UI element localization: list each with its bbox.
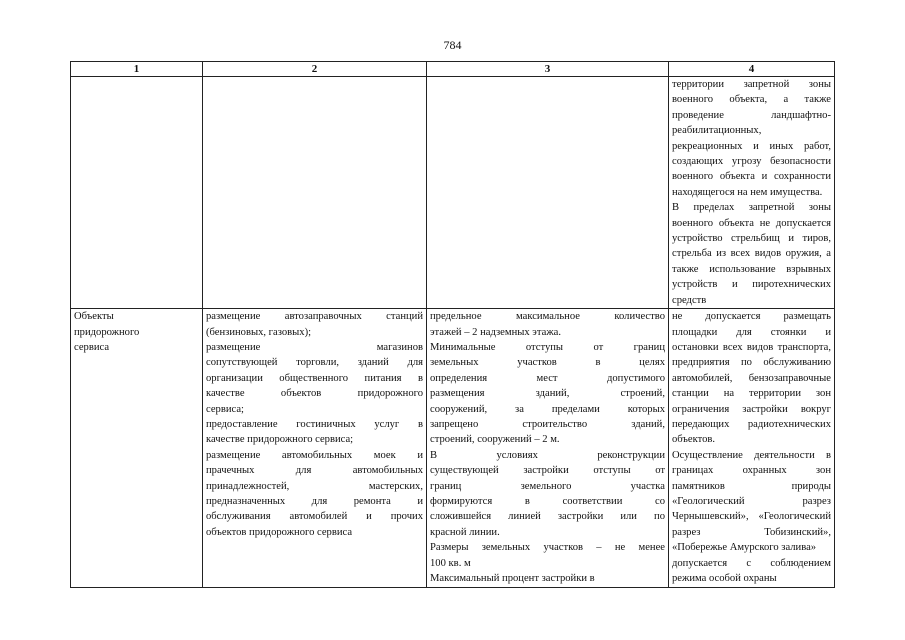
column-header-3: 3 [427,62,669,77]
text-line: размещение автомобильных моек и [206,449,423,461]
text-line: территории запретной зоны [672,79,831,90]
text-line: остановки всех видов транспорта, [672,341,831,353]
text-line: объектов. [672,434,716,446]
text-line: обслуживания автомобилей и прочих [206,511,423,523]
text-line: Размеры земельных участков – не менее [430,542,665,554]
text-line: также использование взрывных [672,263,831,275]
text-line: находящегося на нем имущества. [672,186,823,198]
text-line: сервиса [74,341,110,353]
building-parameters-text [430,309,665,586]
text-line: качестве объектов придорожного [206,388,423,400]
text-line: не допускается размещать [672,311,831,323]
text-line: Минимальные отступы от границ [430,341,665,353]
text-line: военного объекта и сохранности [672,171,831,183]
text-line: сервиса; [206,403,244,415]
text-line: Осуществление деятельности в [672,449,831,461]
column-header-1: 1 [71,62,203,77]
row2-col3-cell [427,309,669,588]
row2-col1-cell [71,309,203,588]
text-line: станции на территории зон [672,388,831,400]
text-line: предприятия по обслуживанию [672,357,831,369]
row2-col2-cell [203,309,427,588]
text-line: режима особой охраны [672,573,777,584]
text-line: строений, сооружений – 2 м. [430,434,560,446]
row1-col4-cell [669,77,835,309]
text-line: объектов придорожного сервиса [206,526,353,538]
page-number: 784 [443,38,462,52]
text-line: стрельба из всех видов оружия, а [672,248,831,260]
text-line: прачечных для автомобильных [206,465,423,477]
text-line: запрещено строительство зданий, [430,418,665,430]
text-line: средств [672,294,707,306]
text-line: размещения зданий, строений, [430,388,665,400]
text-line: устройство стрельбищ и тиров, [672,233,831,245]
text-line: реабилитационных, [672,125,762,137]
text-line: принадлежностей, мастерских, [206,480,423,492]
text-line: В пределах запретной зоны [672,202,831,214]
zone-restrictions-text [672,77,831,308]
text-line: этажей – 2 надземных этажа. [430,326,561,338]
text-line: 100 кв. м [430,557,471,569]
text-line: памятников природы [672,480,831,492]
text-line: передающих радиотехнических [672,418,831,430]
text-line: предоставление гостиничных услуг в [206,418,423,430]
text-line: проведение ландшафтно- [672,109,831,121]
row1-col3-cell [427,77,669,309]
column-header-4: 4 [669,62,835,77]
text-line: устройств и пиротехнических [672,279,831,291]
table-row [71,77,835,309]
row2-col4-cell [669,309,835,588]
regulations-table [70,61,835,588]
text-line: определения мест допустимого [430,372,665,384]
text-line: «Геологический разрез [672,495,831,507]
column-header-2: 2 [203,62,427,77]
text-line: В условиях реконструкции [430,449,665,461]
text-line: (бензиновых, газовых); [206,326,312,338]
text-line: предельное максимальное количество [430,311,665,323]
text-line: разрез Тобизинский», [672,526,831,538]
permitted-uses-text [206,309,423,540]
text-line: формируются в соответствии со [430,495,665,507]
text-line: рекреационных и иных работ, [672,140,831,152]
text-line: автомобилей, бензозаправочные [672,372,831,384]
text-line: сложившейся линией застройки или по [430,511,665,523]
text-line: ограничения застройки вокруг [672,403,831,415]
text-line: организации общественного питания в [206,372,423,384]
text-line: Чернышевский», «Геологический [672,511,831,523]
text-line: сопутствующей торговли, зданий для [206,357,423,369]
row1-col2-cell [203,77,427,309]
text-line: военного объекта, а также [672,94,831,106]
restrictions-text [672,309,831,586]
table-header-row [71,62,835,77]
text-line: придорожного [74,326,140,338]
text-line: «Побережье Амурского залива» [672,542,817,554]
text-line: сооружений, за пределами которых [430,403,665,415]
text-line: площадки для стоянки и [672,326,831,338]
text-line: границах охранных зон [672,465,831,477]
text-line: Максимальный процент застройки в [430,573,595,584]
text-line: размещение автозаправочных станций [206,311,423,323]
text-line: создающих угрозу безопасности [672,156,831,168]
text-line: размещение магазинов [206,341,423,353]
text-line: границ земельного участка [430,480,665,492]
text-line: Объекты [74,311,114,323]
text-line: качестве придорожного сервиса; [206,434,354,446]
text-line: предназначенных для ремонта и [206,495,423,507]
object-type-text [74,309,199,355]
text-line: допускается с соблюдением [672,557,831,569]
table-row [71,309,835,588]
text-line: земельных участков в целях [430,357,665,369]
row1-col1-cell [71,77,203,309]
text-line: красной линии. [430,526,500,538]
text-line: военного объекта не допускается [672,217,831,229]
text-line: существующей застройки отступы от [430,465,665,477]
